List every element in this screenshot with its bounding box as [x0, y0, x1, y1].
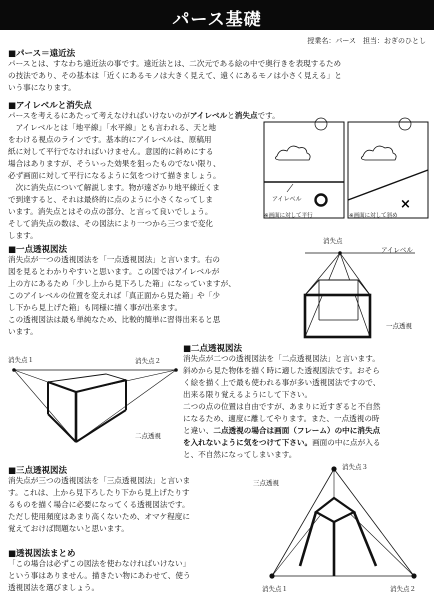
vanishing-point-label: 消失点 [323, 237, 343, 245]
text-line: で到達すると、それは最終的に点のように小さくなってしま [8, 195, 214, 204]
text-line: をわける視点のラインです。基本的にアイレベルは、原稿用 [8, 135, 212, 144]
bottom-edge [48, 414, 76, 442]
text-line: し下から見上げた箱」も同様に描く事が出来ます。 [8, 303, 183, 312]
vanishing-point-1-label: 消失点１ [8, 356, 34, 364]
text-line: パースとは、すなわち遠近法の事です。遠近法とは、二次元である絵の中で奥行きを表現するため [8, 59, 342, 68]
text-line: 覚えておけば問題ないと思います。 [8, 524, 129, 533]
heading-one-point: ■一点透視図法 [8, 245, 68, 255]
ng-mark: × [400, 197, 411, 212]
text-line: 次に消失点について解説します。物が遠ざかり地平線近くま [8, 183, 220, 192]
text-line: いう事になります。 [8, 83, 76, 92]
figure-name: 三点透視 [253, 479, 279, 487]
eye-level-label: アイレベル [381, 246, 413, 254]
text-line: 透視図法を選びましょう。 [8, 583, 100, 592]
text-line: す。これは、上から見下ろしたり下から見上げたりす [8, 488, 190, 497]
text-line [183, 437, 380, 449]
eye-level-paragraph [8, 122, 221, 242]
text-line: 必ず画面に対して平行になるように気をつけて描きましょう。 [8, 171, 221, 180]
text-line: く絵を描く上で最も使われる事が多い透視図法ですので、 [183, 378, 381, 387]
one-point-paragraph [8, 254, 236, 338]
vanishing-point-1-label: 消失点１ [262, 585, 288, 593]
frame-tilted [348, 122, 428, 218]
two-point-paragraph [183, 353, 380, 461]
figure-name: 二点透視 [135, 432, 161, 440]
text-line: 斜めから見た物体を描く時に適した透視図法です。おそら [183, 366, 380, 375]
vanishing-point-3-label: 消失点３ [342, 463, 368, 471]
box-front [305, 295, 370, 337]
text-line: います。 [8, 327, 38, 336]
credit-line: 授業名：パース 担当：おぎのひとし [307, 37, 426, 45]
vanishing-point-2-label: 消失点２ [390, 585, 416, 593]
emphasis-text: を入れないように気をつけて下さい。 [183, 438, 313, 447]
text-span: と [227, 111, 235, 120]
text-line: になるため、適度に離してやります。また、一点透視の時 [183, 414, 380, 423]
text-span: パースを考えるにあたって考えなければいけないのが [8, 111, 190, 120]
text-line: います。消失点とはその点の部分、と言って良いでしょう。 [8, 207, 213, 216]
term-eye-level: アイレベル [189, 111, 228, 120]
emphasis-text: 二点透視の場合は画面（フレーム）の中に消失点 [213, 426, 381, 435]
text-line: この透視図法は最も単純なため、比較的簡単に習得出来ると思 [8, 315, 221, 324]
text-line: 消失点が三つの透視図法を「三点透視図法」と言いま [8, 476, 191, 485]
vanishing-point-2-label: 消失点２ [135, 357, 161, 365]
text-line: 出来る限り覚えるようにして下さい。 [183, 390, 313, 399]
text-line: このアイレベルの位置を変えれば「真正面から見た箱」や「少 [8, 291, 220, 300]
term-vanishing-point: 消失点 [234, 111, 258, 120]
text-line: 上の方にあるため「少し上から見下ろした箱」になっていますが、 [8, 279, 236, 288]
text-line: 二つの点の位置は自由ですが、あまりに近すぎると不自然 [183, 402, 381, 411]
text-line: の技法であり、その基本は「近くにあるモノは大きく見えて、遠くにあるモノは小さく見える」と [8, 71, 342, 80]
bottom-edge [76, 410, 126, 442]
eye-level-intro [8, 110, 280, 122]
text-line: 消失点が一つの透視図法を「一点透視図法」と言います。右の [8, 255, 221, 264]
eye-level-label: アイレベル [272, 196, 302, 203]
text-line: 消失点が二つの透視図法を「二点透視図法」と言います。 [183, 354, 380, 363]
text-line: と、不自然になってしまいます。 [183, 450, 297, 459]
three-point-figure [268, 466, 428, 581]
text-span: 画面の中に点が入る [312, 438, 381, 447]
frame-level [264, 122, 344, 218]
intro-paragraph [8, 58, 342, 94]
text-line: るものを描く場合に必要になってくる透視図法です。 [8, 500, 190, 509]
heading-two-point: ■二点透視図法 [183, 344, 243, 354]
text-line: という事はありません。描きたい物にあわせて、使う [8, 571, 191, 580]
heading-perspective: ■パース＝遠近法 [8, 49, 76, 59]
summary-paragraph [8, 558, 191, 594]
text-line: 図を見るとわかりやすいと思います。この図ではアイレベルが [8, 267, 220, 276]
page-title: パース基礎 [172, 10, 262, 30]
heading-eye-level: ■アイレベルと消失点 [8, 101, 92, 111]
figure-name: 一点透視 [386, 322, 412, 330]
text-line: 「この場合は必ずこの図法を使わなければいけない」 [8, 559, 191, 568]
eye-level-figure [263, 112, 429, 220]
text-line: ただし使用頻度はあまり高くないため、オマケ程度に [8, 512, 190, 521]
three-point-paragraph [8, 475, 190, 535]
text-line: 紙に対して平行でなければいけません。意図的に斜めにする [8, 147, 214, 156]
text-line: 場合はありますが、そういった効果を狙ったものでない限り、 [8, 159, 221, 168]
text-line [183, 425, 380, 437]
box-top [316, 498, 354, 522]
caption-parallel: ※画面に対して平行 [264, 213, 313, 219]
text-span: です。 [257, 111, 280, 120]
text-line: そして消失点の数は、その図法により一つから三つまで変化 [8, 219, 214, 228]
text-line: します。 [8, 231, 38, 240]
box-top [305, 280, 370, 295]
heading-summary: ■透視図法まとめ [8, 549, 76, 559]
side-edge [300, 512, 316, 566]
heading-three-point: ■三点透視図法 [8, 466, 68, 476]
caption-tilted: ※画面に対して斜め [349, 213, 398, 219]
text-span: と違い、 [183, 426, 214, 435]
text-line: アイレベルとは「地平線」「水平線」とも言われる、天と地 [8, 123, 217, 132]
